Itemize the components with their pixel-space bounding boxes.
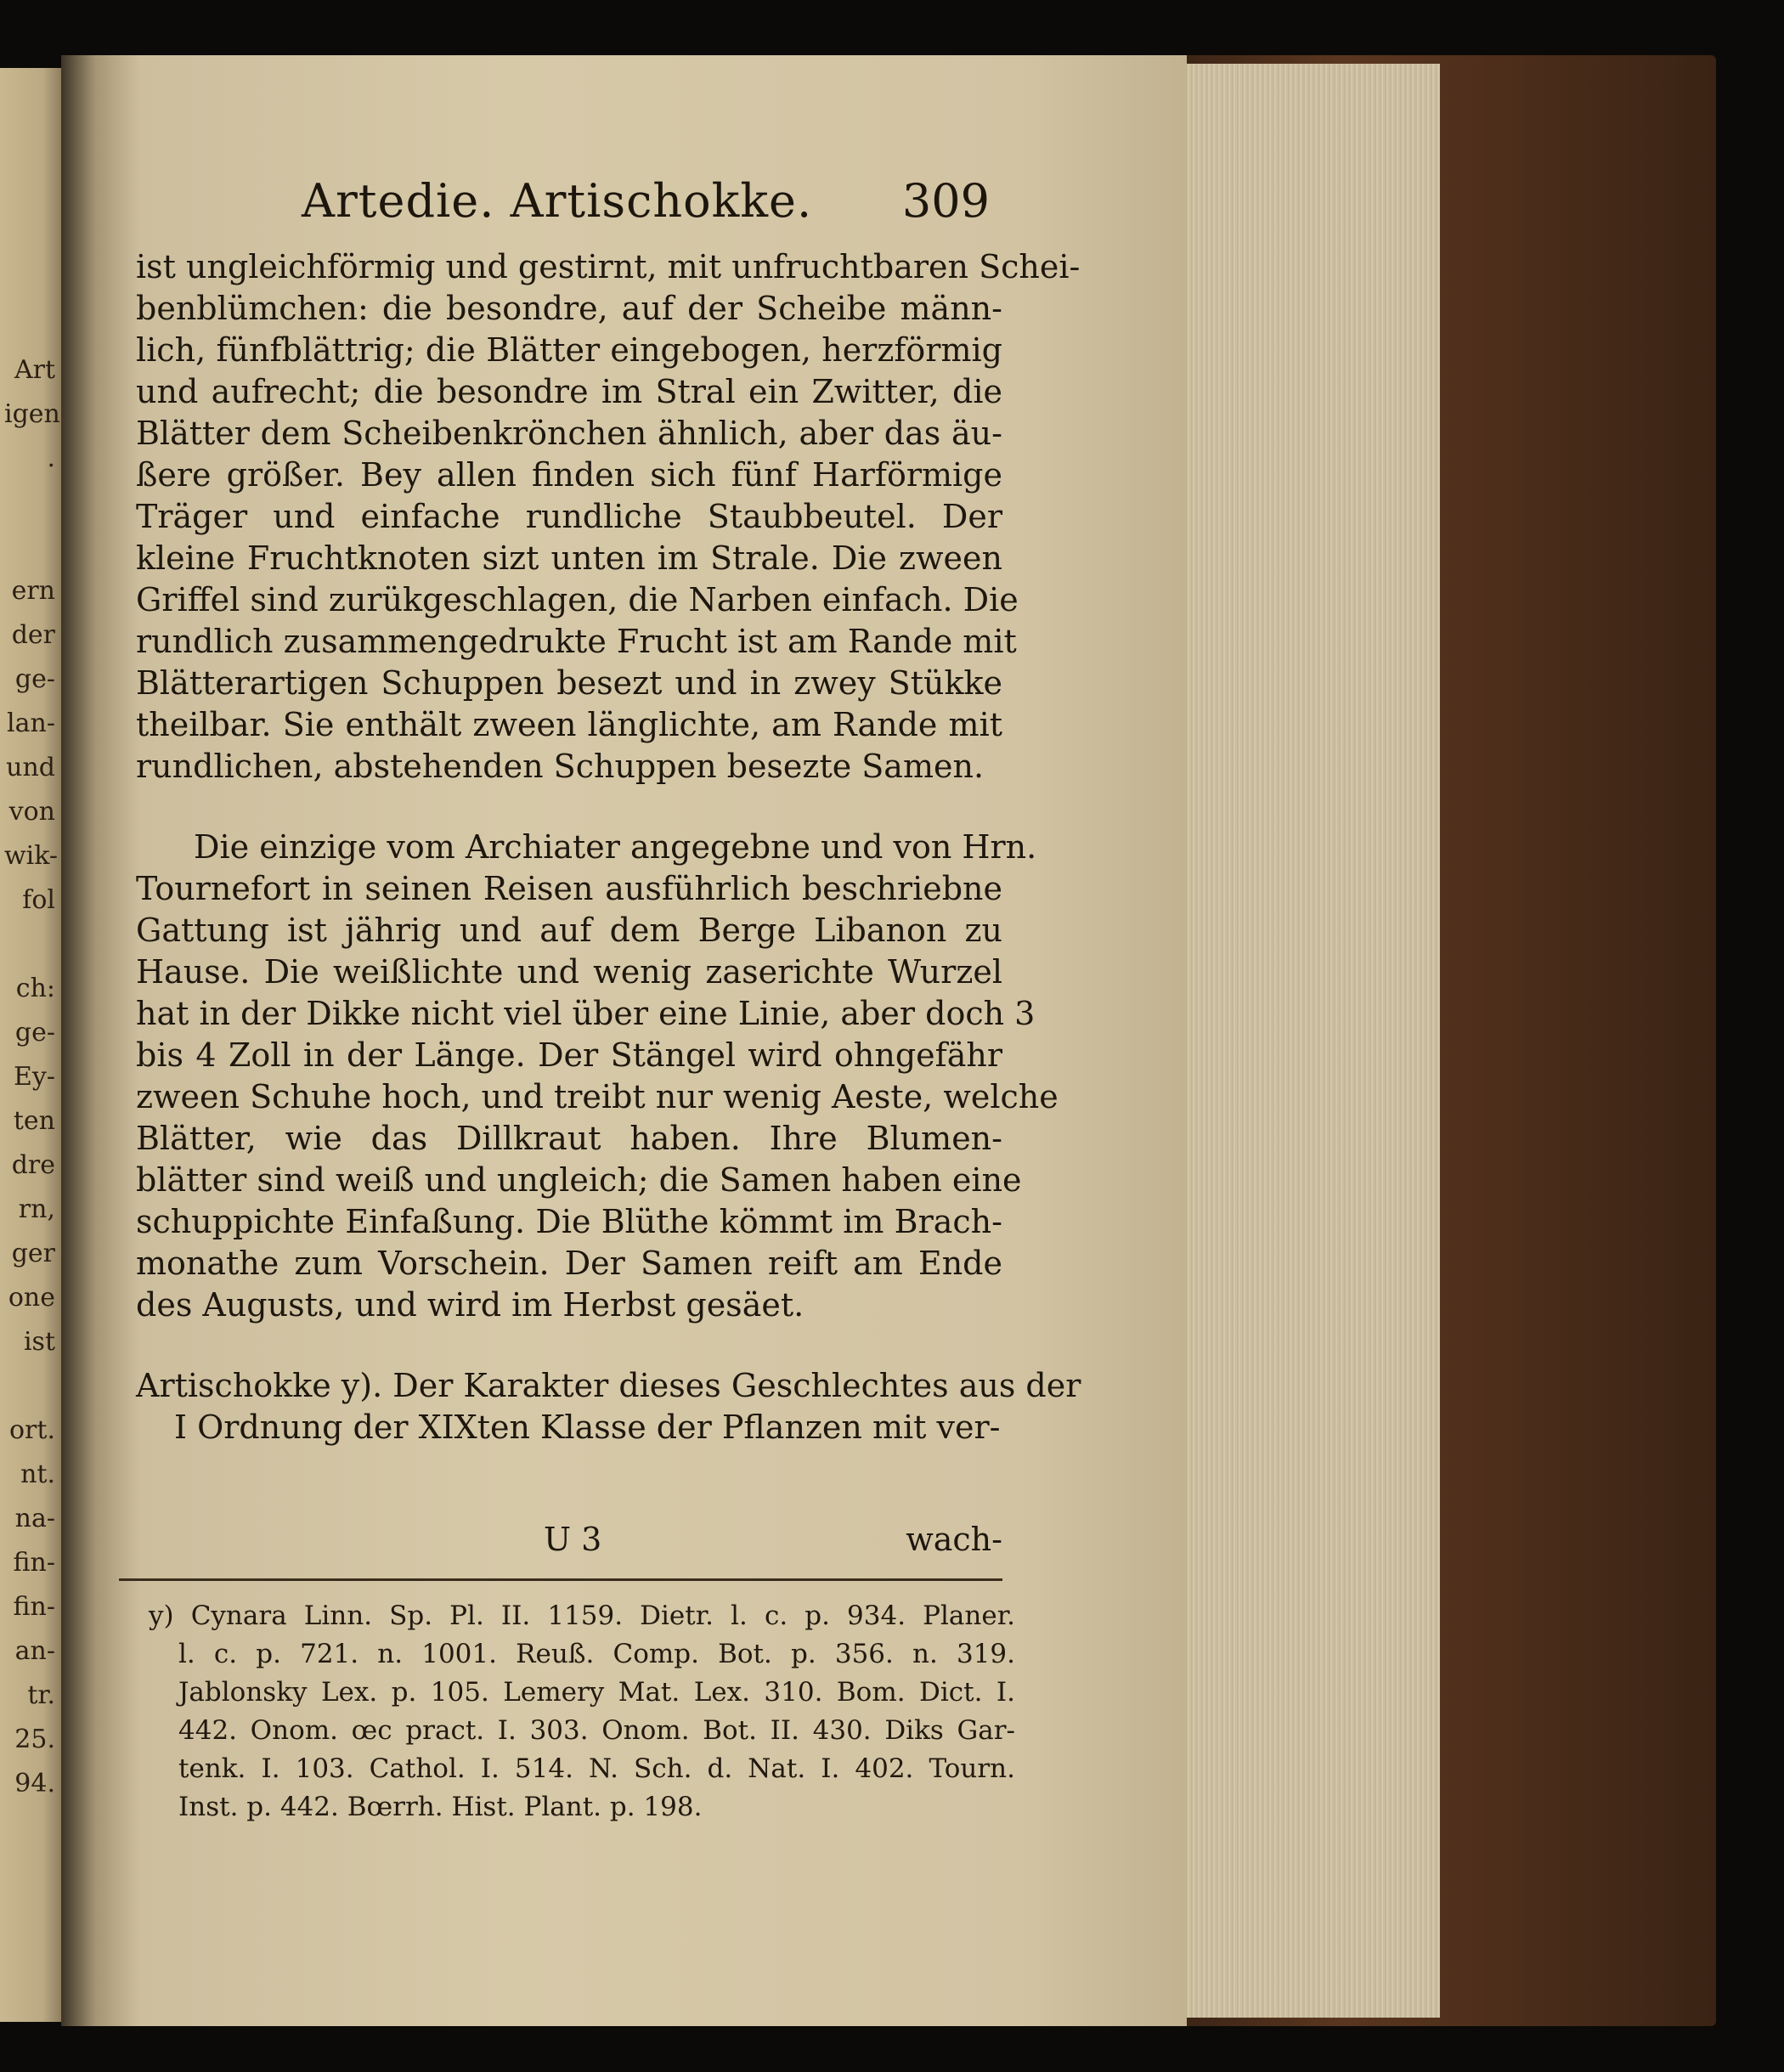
margin-fragment: lan- [7,709,55,738]
margin-fragment: tr. [27,1680,55,1710]
catchword: wach- [906,1521,1002,1558]
text-line: Gattung ist jährig und auf dem Berge Libanon zu [136,912,1002,949]
margin-fragment: one [8,1283,55,1313]
margin-fragment: 25. [14,1725,55,1754]
footnote [149,1597,1015,1826]
text-line: monathe zum Vorschein. Der Samen reift am Ende [136,1245,1002,1282]
margin-fragment: Ey- [14,1062,55,1092]
margin-fragment: na- [14,1504,55,1533]
margin-fragment: nt. [20,1459,55,1489]
margin-fragment [4,481,55,525]
margin-fragment: ger [11,1239,55,1268]
margin-fragment: ge- [14,664,55,694]
margin-fragment: ge- [14,1018,55,1047]
text-line: l. c. p. 721. n. 1001. Reuß. Comp. Bot. p. 356. n. 319. [178,1639,1015,1669]
margin-fragment: Art [14,355,55,385]
margin-fragment: ch: [15,974,55,1003]
margin-fragment: und [6,753,55,782]
text-line: bis 4 Zoll in der Länge. Der Stängel wird ohngefähr [136,1036,1002,1074]
text-line: Blätter dem Scheibenkrönchen ähnlich, aber das äu- [136,415,1002,452]
text-line: Träger und einfache rundliche Staubbeutel. Der [136,498,1002,535]
left-page-margin-text [4,348,60,1806]
text-line: rundlichen, abstehenden Schuppen besezte Samen. [136,748,985,785]
text-line: Hause. Die weißlichte und wenig zaserichte Wurzel [136,953,1002,991]
margin-fragment: 94. [14,1769,55,1798]
text-line: und aufrecht; die besondre im Stral ein Zwitter, die [136,373,1002,410]
text-line: Blätter, wie das Dillkraut haben. Ihre Blumen- [136,1120,1002,1157]
text-line: 442. Onom. œc pract. I. 303. Onom. Bot. II. 430. Diks Gar- [178,1715,1015,1746]
text-line: Tournefort in seinen Reisen ausführlich beschriebne [136,870,1002,907]
margin-fragment: ort. [9,1415,55,1445]
left-page-strip [0,68,61,2022]
margin-fragment [4,923,55,967]
signature-mark: U 3 [544,1521,602,1558]
paragraph-3 [136,1365,1081,1448]
paragraph-1 [136,246,1081,788]
margin-fragment: der [11,620,55,650]
text-line: schuppichte Einfaßung. Die Blüthe kömmt im Brach- [136,1203,1002,1240]
text-line: I Ordnung der XIXten Klasse der Pflanzen mit ver- [174,1409,1001,1446]
text-line: ßere größer. Bey allen finden sich fünf Harförmige [136,456,1002,494]
text-line: Griffel sind zurükgeschlagen, die Narben einfach. Die [136,581,1019,618]
margin-fragment: von [8,797,55,827]
text-line: Blätterartigen Schuppen besezt und in zwey Stükke [136,664,1002,702]
margin-fragment: dre [11,1150,55,1180]
text-line: Die einzige vom Archiater angegebne und von Hrn. [194,828,1037,866]
margin-fragment: fin- [13,1548,55,1578]
text-line: hat in der Dikke nicht viel über eine Linie, aber doch 3 [136,995,1036,1032]
page-number: 309 [901,174,990,228]
text-line: des Augusts, und wird im Herbst gesäet. [136,1286,804,1324]
paragraph-2 [136,827,1059,1326]
margin-fragment: wik- [4,841,59,871]
margin-fragment: . [47,443,55,473]
text-line: kleine Fruchtknoten sizt unten im Strale. Die zween [136,539,1002,577]
text-line: blätter sind weiß und ungleich; die Samen haben eine [136,1161,1022,1199]
margin-fragment: ten [13,1106,55,1136]
margin-fragment [4,1364,55,1409]
footnote-rule [119,1578,1002,1581]
text-line: y) Cynara Linn. Sp. Pl. II. 1159. Dietr. l. c. p. 934. Planer. [149,1601,1015,1631]
text-line: ist ungleichförmig und gestirnt, mit unfruchtbaren Schei- [136,248,1081,285]
margin-fragment: an- [14,1636,55,1666]
margin-fragment: ern [11,576,55,606]
text-line: Inst. p. 442. Bœrrh. Hist. Plant. p. 198. [178,1792,703,1822]
page-title: Artedie. Artischokke. [302,174,813,228]
margin-fragment: fol [22,885,55,915]
margin-fragment: igen [4,399,60,429]
margin-fragment [4,525,55,569]
margin-fragment: rn, [18,1194,55,1224]
margin-fragment: fin- [13,1592,55,1622]
body-text [136,246,1081,1448]
margin-fragment: ist [23,1327,55,1357]
text-line: zween Schuhe hoch, und treibt nur wenig Aeste, welche [136,1078,1059,1115]
text-line: Jablonsky Lex. p. 105. Lemery Mat. Lex. 310. Bom. Dict. I. [178,1677,1015,1708]
text-line: lich, fünfblättrig; die Blätter eingebogen, herzförmig [136,331,1002,369]
page-edges [1185,64,1440,2018]
text-line: Artischokke y). Der Karakter dieses Geschlechtes aus der [136,1367,1081,1404]
text-line: benblümchen: die besondre, auf der Scheibe männ- [136,290,1002,327]
text-line: rundlich zusammengedrukte Frucht ist am Rande mit [136,623,1017,660]
text-line: theilbar. Sie enthält zween länglichte, am Rande mit [136,706,1002,743]
text-line: tenk. I. 103. Cathol. I. 514. N. Sch. d. Nat. I. 402. Tourn. [178,1753,1015,1784]
